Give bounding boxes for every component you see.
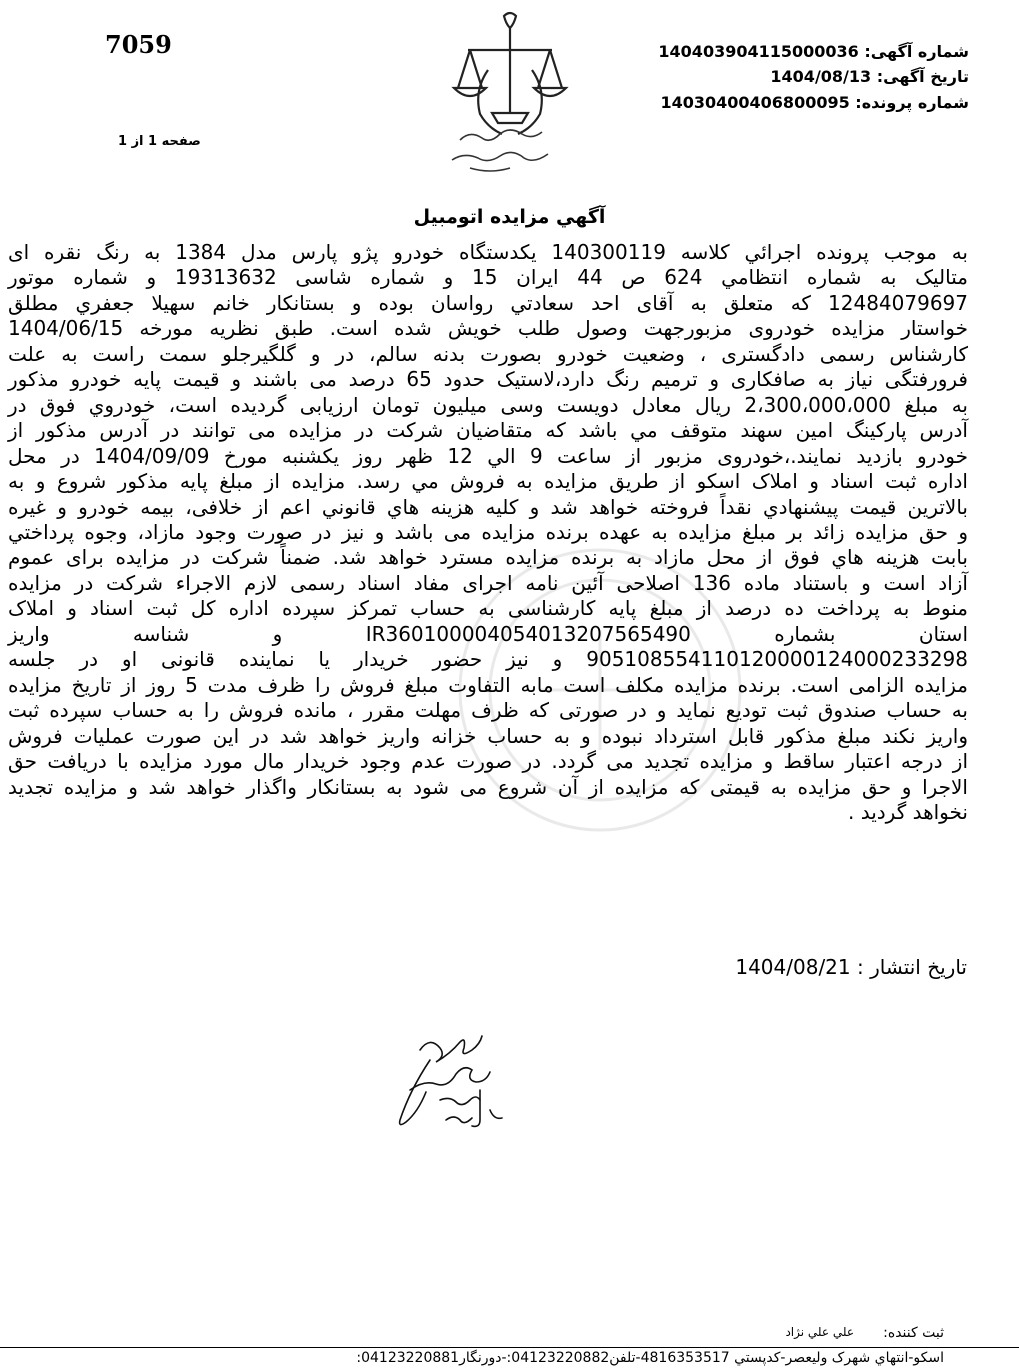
notice-line: نخواهد گرديد . [847, 799, 968, 824]
notice-line: به مبلغ 2،300،000،000 ريال معادل دويست وسی ميليون تومان ارزيابی گرديده است، خودروي فوق در [8, 392, 968, 417]
notice-line: مزايده الزامی است. برنده مزايده مکلف است مابه التفاوت مبلغ فروش را ظرف مدت 5 روز از تاريخ مزايده [8, 672, 968, 697]
notice-line: اداره ثبت اسناد و املاک اسکو از طريق مزايده به فروش مي رسد. مزايده از مبلغ پايه مذکور شروع و به [8, 469, 968, 494]
file-number: شماره پرونده: 14030400406800095 [660, 93, 969, 112]
notice-line: به موجب پرونده اجرائي كلاسه 140300119 يكدستگاه خودرو پژو پارس مدل 1384 به رنگ نقره ای [8, 240, 968, 264]
notice-line: فرورفتگی نياز به صافکاری و ترميم رنگ دارد،لاستيک حدود 65 درصد می باشند و قيمت پايه خودرو مذکور [8, 367, 968, 392]
ad-number: شماره آگهی: 140403904115000036 [658, 42, 969, 61]
notice-body [8, 240, 968, 825]
notice-line: الاجرا و حق مزايده به قيمتی که مزايده از آن شروع می شود به بستانکار واگذار خواهد شد و مزايده تجديد [8, 774, 968, 799]
notice-line: و حق مزايده زائد بر مبلغ مزايده به عهده برنده مزايده می باشد و نيز در صورت وجود مازاد، وجوه پرداختي [8, 519, 968, 544]
footer-address: اسکو-انتهاي شهرک وليعصر-کدپستي 4816353517-تلفن04123220882:-دورنگار04123220881: [356, 1350, 944, 1366]
notice-line: آدرس پارکينگ امين سهند متوقف مي باشد که متقاضيان شرکت در مزايده می توانند در آدرس مذکور از [8, 418, 968, 443]
notice-line: 905108554110120000124000233298 و نيز حضور خريدار يا نماينده قانونی او در جلسه [8, 647, 968, 672]
page-count: صفحه 1 از 1 [118, 134, 201, 149]
notice-line: بالاترين قيمت پيشنهادي نقداً فروخته خواهد شد و کليه هزينه هاي قانوني اعم از خلافی، بيمه خودرو و غيره [8, 494, 968, 519]
footer-divider [0, 1347, 1019, 1348]
notice-line: متاليک به شماره انتظامي 624 ص 44 ايران 15 و شماره شاسی 19313632 و شماره موتور [8, 265, 968, 290]
notice-line: به حساب صندوق ثبت توديع نمايد و در صورتی که ظرف مهلت مقرر ، مانده فروش را به حساب سپرده ثبت [8, 698, 968, 723]
notice-line: خواستار مزايده خودروی مزبورجهت وصول طلب خويش شده است. طبق نظريه مورخه 1404/06/15 [8, 316, 968, 341]
publish-date: تاريخ انتشار : 1404/08/21 [735, 955, 967, 979]
notice-line: آزاد است و باستناد ماده 136 اصلاحی آئين نامه اجرای مفاد اسناد رسمی لازم الاجراء شرکت در مزايده [8, 570, 968, 595]
notice-line: استان بشماره IR360100004054013207565490 و شناسه واريز [8, 621, 968, 646]
document-number: 7059 [105, 30, 172, 59]
notice-line: 12484079697 که متعلق به آقای احد سعادتي رواسان بوده و بستانکار خانم سهيلا جعفري مطلق [8, 290, 968, 315]
registrar-name: علي علي نژاد [785, 1325, 854, 1339]
notice-line: واريز نکند مبلغ مذکور قابل استرداد نبوده و به حساب خزانه واريز خواهد شد در اين صورت عمليات فروش [8, 723, 968, 748]
ad-date: تاريخ آگهی: 1404/08/13 [770, 67, 969, 86]
notice-line: بابت هزينه هاي فوق از محل مازاد به برنده مزايده مسترد خواهد شد. ضمناً شرکت در مزايده برای عموم [8, 545, 968, 570]
notice-line: از درجه اعتبار ساقط و مزايده تجديد می گردد. در صورت عدم وجود خريدار مال مورد مزايده با دريافت حق [8, 749, 968, 774]
notice-line: خودرو بازديد نمايند.،خودروی مزبور از ساعت 9 الي 12 ظهر روز يکشنبه مورخ 1404/09/09 در محل [8, 443, 968, 468]
judiciary-emblem [440, 8, 580, 178]
notice-line: کارشناس رسمی دادگستری ، وضعيت خودرو بصورت بدنه سالم، در و گلگيرجلو سمت راست به علت [8, 341, 968, 366]
signature [380, 1020, 520, 1150]
notice-title: آگهي مزايده اتومبيل [413, 206, 606, 228]
notice-line: منوط به پرداخت ده درصد از مبلغ پايه کارشناسی به حساب تمرکز سپرده اداره کل ثبت اسناد و املاک [8, 596, 968, 621]
registrar-label: ثبت کننده: [883, 1325, 944, 1341]
